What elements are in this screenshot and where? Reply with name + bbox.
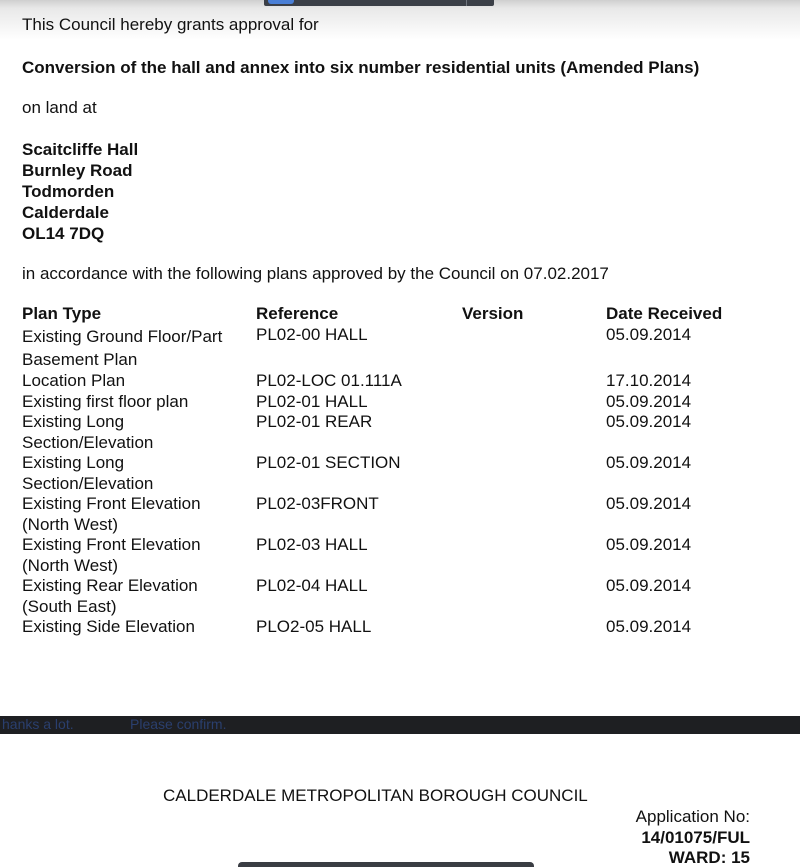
address-line: Burnley Road xyxy=(22,161,133,180)
table-row xyxy=(22,494,782,535)
reference-cell: PL02-03 HALL xyxy=(256,535,368,554)
reference-cell: PL02-01 SECTION xyxy=(256,453,401,472)
chat-message: hanks a lot. xyxy=(2,716,74,732)
table-row xyxy=(22,617,782,638)
plan-type-cell: Existing Front Elevation (North West) xyxy=(22,535,201,575)
date-received-cell: 05.09.2014 xyxy=(606,494,692,513)
reference-cell: PL02-04 HALL xyxy=(256,576,368,595)
address-line: OL14 7DQ xyxy=(22,224,105,243)
toolbar-divider xyxy=(466,0,467,6)
date-received-cell: 05.09.2014 xyxy=(606,617,692,636)
date-received-cell: 05.09.2014 xyxy=(606,535,692,554)
toolbar-button[interactable] xyxy=(268,0,294,4)
reference-cell: PL02-LOC 01.111A xyxy=(256,371,402,390)
date-received-cell: 17.10.2014 xyxy=(606,371,692,390)
reference-cell: PL02-00 HALL xyxy=(256,325,368,344)
site-address xyxy=(22,139,138,244)
reference-cell: PL02-01 REAR xyxy=(256,412,373,431)
application-number: 14/01075/FUL xyxy=(641,827,750,847)
table-row xyxy=(22,535,782,576)
plan-type-cell: Existing first floor plan xyxy=(22,391,189,411)
address-line: Todmorden xyxy=(22,182,115,201)
header-reference: Reference xyxy=(256,304,339,323)
table-row xyxy=(22,576,782,617)
table-row xyxy=(22,412,782,453)
address-line: Scaitcliffe Hall xyxy=(22,140,139,159)
plan-type-cell: Existing Rear Elevation (South East) xyxy=(22,576,198,616)
date-received-cell: 05.09.2014 xyxy=(606,576,692,595)
application-block xyxy=(636,807,750,867)
plan-type-cell: Existing Long Section/Elevation xyxy=(22,453,154,493)
ward-number: WARD: 15 xyxy=(668,848,750,867)
plans-statement: in accordance with the following plans approved by the Council on 07.02.2017 xyxy=(22,264,609,283)
header-date-received: Date Received xyxy=(606,304,723,323)
plan-type-cell: Existing Front Elevation (North West) xyxy=(22,494,201,534)
council-name: CALDERDALE METROPOLITAN BOROUGH COUNCIL xyxy=(163,786,588,805)
reference-cell: PL02-01 HALL xyxy=(256,391,368,411)
reference-cell: PLO2-05 HALL xyxy=(256,617,372,636)
bottom-toolbar[interactable] xyxy=(238,862,534,867)
table-row xyxy=(22,453,782,494)
plans-table xyxy=(22,304,782,638)
chat-message: Please confirm. xyxy=(130,716,227,732)
plan-type-cell: Existing Long Section/Elevation xyxy=(22,412,154,452)
date-received-cell: 05.09.2014 xyxy=(606,391,692,411)
land-label: on land at xyxy=(22,98,97,117)
date-received-cell: 05.09.2014 xyxy=(606,453,692,472)
table-row xyxy=(22,392,782,413)
pdf-toolbar[interactable] xyxy=(264,0,494,6)
header-plan-type: Plan Type xyxy=(22,304,102,323)
intro-text: This Council hereby grants approval for xyxy=(22,15,319,34)
plans-table-header xyxy=(22,304,782,325)
plans-table-body xyxy=(22,325,782,638)
date-received-cell: 05.09.2014 xyxy=(606,325,692,344)
header-version: Version xyxy=(462,304,524,323)
proposal-text: Conversion of the hall and annex into six number residential units (Amended Plans) xyxy=(22,58,700,77)
table-row xyxy=(22,325,782,371)
reference-cell: PL02-03FRONT xyxy=(256,494,379,513)
table-row xyxy=(22,371,782,392)
date-received-cell: 05.09.2014 xyxy=(606,412,692,431)
application-label: Application No: xyxy=(635,807,750,826)
chat-overlay-bar xyxy=(0,716,800,734)
address-line: Calderdale xyxy=(22,203,109,222)
plan-type-cell: Existing Ground Floor/Part Basement Plan xyxy=(22,327,223,369)
plan-type-cell: Location Plan xyxy=(22,371,126,390)
plan-type-cell: Existing Side Elevation xyxy=(22,617,195,636)
